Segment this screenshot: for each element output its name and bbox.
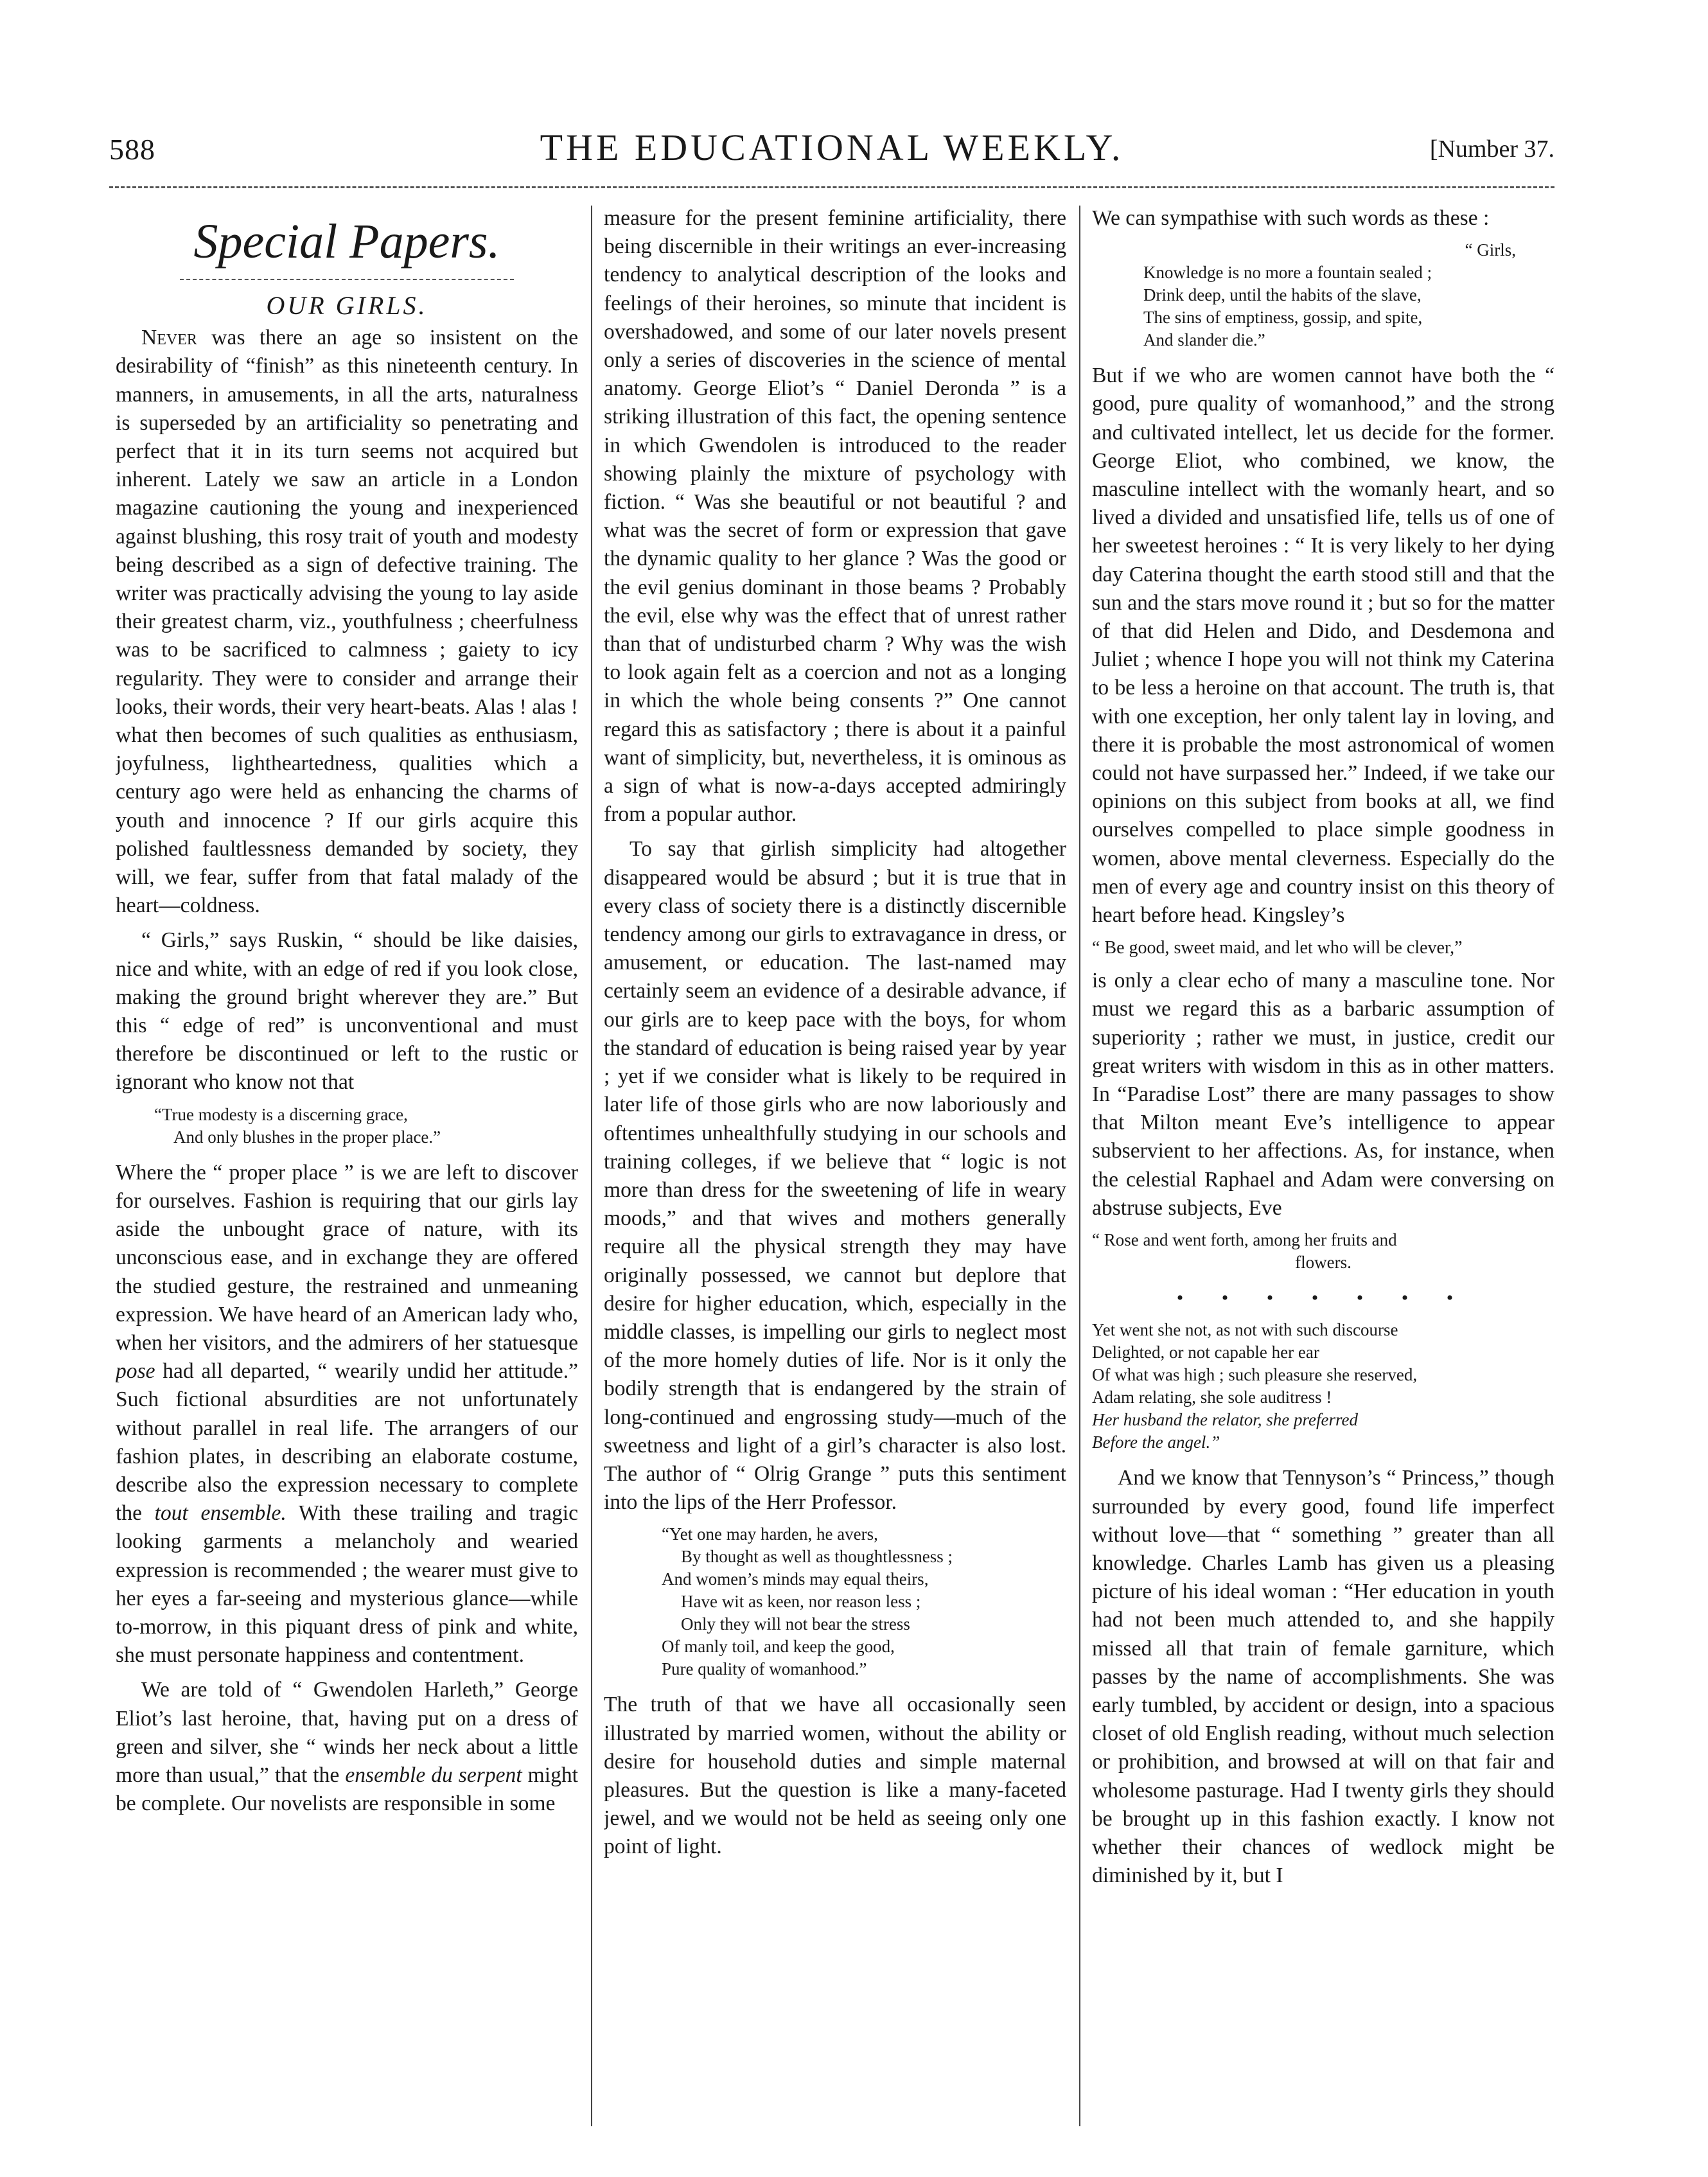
issue-number: [Number 37. [1429,136,1554,163]
column-2 [604,204,1066,2125]
paragraph: To say that girlish simplicity had altogether disappeared would be absurd ; but it is true that in every class of society there is a distinctly discernible tendency among our girls to extravagance in dress, or amusement, or education. The last-named may certainly seem an evidence of a desirable advance, if our girls are to keep pace with the boys, for whom the standard of education is being raised year by year ; yet if we consider what is likely to be required in later life of those girls who are now laboriously and oftentimes unhealthfully studying in our schools and training colleges, if we believe that “ logic is not more than dress for the sweetening of life in weary moods,” and that wives and mothers generally require all the physical strength they may have originally possessed, we cannot but deplore that desire for higher education, which, especially in the middle classes, is impelling our girls to neglect most of the more homely duties of life. Nor is it only the bodily strength that is endangered by the strain of long-continued and engrossing study—much of the sweetness and light of a girl’s character is also lost. The author of “ Olrig Grange ” puts this sentiment into the lips of the Herr Professor. [604,837,1066,1515]
paragraph: We can sympathise with such words as these : [1092,206,1490,230]
verse: Yet went she not, as not with such discourse Delighted, or not capable her ear Of what was high ; such pleasure she reserved, Adam relating, she sole auditress ! Her husband the relator, she preferred Before the angel.” [1092,1320,1418,1452]
paragraph: And we know that Tennyson’s “ Princess,” though surrounded by every good, found life imperfect without love—that “ something ” greater than all knowledge. Charles Lamb has given us a pleasing picture of his ideal woman : “Her education in youth had not been much attended to, and she happily missed all that train of female garniture, which passes by the name of accomplishments. She was early tumbled, by accident or design, into a spacious closet of old English reading, without much selection or prohibition, and browsed at will on that fair and wholesome pasturage. Had I twenty girls they should be brought up in this fashion exactly. I know not whether their chances of wedlock might be diminished by it, but I [1092,1466,1554,1888]
article-title: OUR GIRLS. [266,291,428,320]
verse: “ Girls, Knowledge is no more a fountain sealed ; Drink deep, until the habits of the slave, The sins of emptiness, gossip, and spite, And slander die.” [1143,240,1516,350]
verse: “True modesty is a discerning grace, And only blushes in the proper place.” [154,1104,441,1147]
paragraph: is only a clear echo of many a masculine tone. Nor must we regard this as a barbaric assumption of superiority ; rather we must, in justice, credit our great writers with wisdom in this as in other matters. In “Paradise Lost” there are many passages to show that Milton meant Eve’s intelligence to appear subservient to her affections. As, for instance, when the celestial Raphael and Adam were conversing on abstruse subjects, Eve [1092,969,1554,1220]
paragraph: “ Girls,” says Ruskin, “ should be like daisies, nice and white, with an edge of red if you look close, making the ground bright wherever they are.” But this “ edge of red” is unconventional and must therefore be discontinued or left to the rustic or ignorant who know not that [116,928,578,1095]
column-3 [1092,204,1554,2125]
paragraph: Where the “ proper place ” is we are left to discover for ourselves. Fashion is requiring that our girls lay aside the unbought grace of nature, with its unconscious ease, and in exchange they are offered the studied gesture, the restrained and unmeaning expression. We have heard of an American lady who, when her visitors, and the admirers of her statuesque pose had all departed, “ wearily undid her attitude.” Such fictional absurdities are not unfortunately without parallel in real life. The arrangers of our fashion plates, in describing an elaborate costume, describe also the expression necessary to complete the tout ensemble. With these trailing and tragic looking garments a melancholy and wearied expression is recommended ; the wearer must give to her eyes a far-seeing and mysterious glance—while to-morrow, in this piquant dress of pink and white, she must personate happiness and contentment. [116,1160,578,1668]
paragraph: measure for the present feminine artificiality, there being discernible in their writings an ever-increasing tendency to analytical description of the looks and feelings of their heroines, so minute that incident is overshadowed, and some of our later novels present only a series of discoveries in the science of mental anatomy. George Eliot’s “ Daniel Deronda ” is a striking illustration of this fact, the opening sentence in which Gwendolen is introduced to the reader showing plainly the mixture of psychology with fiction. “ Was she beautiful or not beautiful ? and what was the secret of form or expression that gave the dynamic quality to her glance ? Was the good or the evil genius dominant in those beams ? Probably the evil, else why was the effect that of unrest rather than that of undisturbed charm ? Why was the wish to look again felt as a coercion and not as a longing in which the whole being consents ?” One cannot regard this as satisfactory ; there is about it a painful want of simplicity, but, nevertheless, it is ominous as a sign of what is now-a-days accepted admiringly from a popular author. [604,206,1066,827]
column-divider [591,206,592,2126]
ornament-rule [180,279,514,280]
paragraph: We are told of “ Gwendolen Harleth,” George Eliot’s last heroine, that, having put on a dress of green and silver, she “ winds her neck about a little more than usual,” that the ensemble du serpent might be complete. Our novelists are responsible in some [116,1678,578,1816]
verse: “Yet one may harden, he avers, By thought as well as thoughtlessness ; And women’s minds may equal theirs, Have wit as keen, nor reason less ; Only they will not bear the stress Of manly toil, and keep the good, Pure quality of womanhood.” [662,1524,953,1679]
page-number: 588 [109,133,155,166]
section-title: Special Papers. [193,215,500,269]
column-divider [1079,206,1080,2126]
header-rule [109,186,1554,188]
journal-title: THE EDUCATIONAL WEEKLY. [540,127,1124,168]
paragraph: But if we who are women cannot have both the “ good, pure quality of womanhood,” and the strong and cultivated intellect, let us decide for the former. George Eliot, who combined, we know, the masculine intellect with the womanly heart, and so lived a divided and unsatisfied life, tells us of one of her sweetest heroines : “ It is very likely to her dying day Caterina thought the earth stood still and that the sun and the stars move round it ; but so for the matter of that did Helen and Dido, and Desdemona and Juliet ; whence I hope you will not think my Caterina to be less a heroine on that account. The truth is, that with one exception, her only talent lay in loving, and there it is probable the most astronomical of women could not have surpassed her.” Indeed, if we take our opinions on this subject from books at all, we find ourselves compelled to place simple goodness in women, above mental cleverness. Especially do the men of every age and country insist on this theory of heart before head. Kingsley’s [1092,364,1554,928]
paragraph: The truth of that we have all occasionally seen illustrated by married women, without the ability or desire for household duties and simple maternal pleasures. But the question is like a many-faceted jewel, and we would not be held as seeing only one point of light. [604,1693,1066,1859]
ellipsis-dots: • • • • • • • [1176,1287,1470,1309]
quote: “ Be good, sweet maid, and let who will be clever,” [1092,938,1463,958]
page-header [109,126,1554,177]
verse: “ Rose and went forth, among her fruits and flowers. [1092,1230,1397,1273]
paragraph: Never was there an age so insistent on the desirability of “finish” as this nineteenth century. In manners, in amusements, in all the arts, naturalness is superseded by an artificiality so penetrating and perfect that it in its turn seems not acquired but inherent. Lately we saw an article in a London magazine cautioning the young and inexperienced against blushing, this rosy trait of youth and modesty being described as a sign of defective training. The writer was practically advising the young to lay aside their greatest charm, viz., youthfulness ; cheerfulness was to be sacrificed to calmness ; gaiety to icy regularity. They were to consider and arrange their looks, their words, their very heart-beats. Alas ! alas ! what then becomes of such qualities as enthusiasm, joyfulness, lightheartedness, qualities which a century ago were held as enhancing the charms of youth and innocence ? If our girls acquire this polished faultlessness demanded by society, they will, we fear, suffer from that fatal malady of the heart—coldness. [116,326,578,918]
column-1 [116,204,578,2125]
